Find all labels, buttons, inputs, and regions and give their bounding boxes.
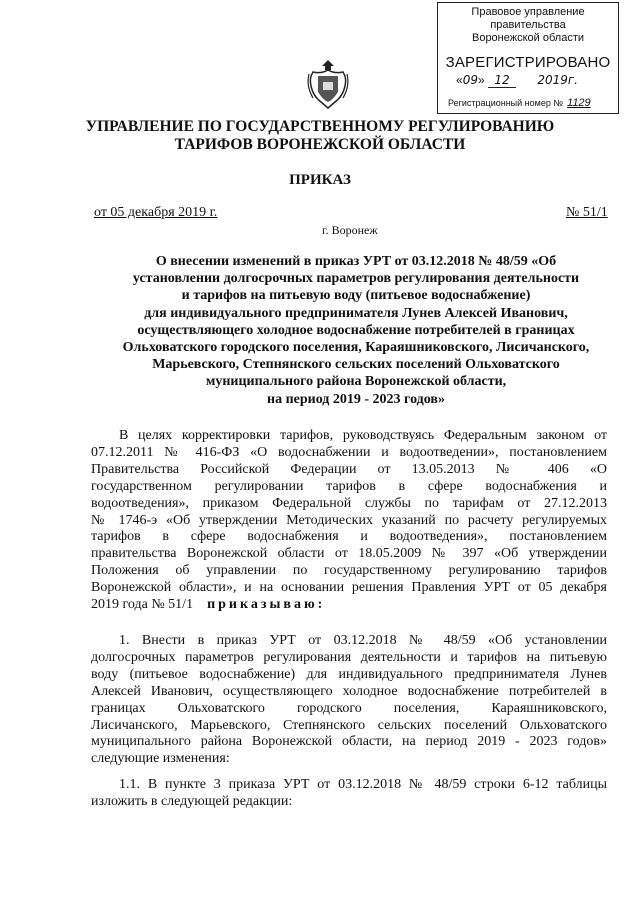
subject-line: установлении долгосрочных параметров регулирования деятельности xyxy=(132,271,580,287)
agency-title-line2: ТАРИФОВ ВОРОНЕЖСКОЙ ОБЛАСТИ xyxy=(174,136,466,153)
order-command: приказываю: xyxy=(207,597,326,613)
subject-line: на период 2019 - 2023 годов» xyxy=(267,391,445,407)
subject-line: и тарифов на питьевую воду (питьевое водоснабжение) xyxy=(181,288,531,304)
item-1-line: муниципального района Воронежской области, на период 2019 - 2023 годов» xyxy=(91,734,607,750)
stamp-date-month: 12 xyxy=(488,73,516,88)
subject-line: О внесении изменений в приказ УРТ от 03.12.2018 № 48/59 «Об xyxy=(155,254,557,269)
preamble-line: В целях корректировки тарифов, руководствуясь Федеральным законом от xyxy=(119,428,607,443)
preamble-line: Правительства Российской Федерации от 13.05.2013 № 406 «О xyxy=(91,461,607,477)
stamp-date-day: 09 xyxy=(462,73,478,87)
preamble-line: Положения об управлении по государственному регулированию тарифов xyxy=(91,563,607,579)
preamble-line: Воронежской области», и на основании решения Правления УРТ от 05 декабря xyxy=(91,580,607,596)
item-1-line: следующие изменения: xyxy=(91,751,230,767)
item-1-paragraph xyxy=(91,633,607,768)
preamble-last-line xyxy=(91,597,607,614)
preamble-line: водоотведения», приказом Федеральной службы по тарифам от 27.12.2013 xyxy=(91,495,607,511)
subject-line: муниципального района Воронежской области, xyxy=(205,374,507,390)
stamp-authority-line1: Правовое управление правительства xyxy=(471,6,585,31)
order-number: № 51/1 xyxy=(566,205,608,220)
stamp-registered-label: ЗАРЕГИСТРИРОВАНО xyxy=(445,54,611,71)
preamble-last-text: 2019 года № 51/1 xyxy=(91,597,194,613)
order-date: от 05 декабря 2019 г. xyxy=(94,205,218,220)
item-1-1-line: изложить в следующей редакции: xyxy=(91,793,293,809)
item-1-1-paragraph xyxy=(91,777,607,811)
preamble-line: тарифов в сфере водоснабжения и водоотведения», постановлением xyxy=(91,529,607,545)
document-type: ПРИКАЗ xyxy=(289,172,351,188)
preamble-line: государственном регулировании тарифов в сфере водоснабжения и xyxy=(91,478,607,494)
preamble-paragraph xyxy=(91,428,607,614)
preamble-line: № 1746-э «Об утверждении Методических указаний по расчету регулируемых xyxy=(91,512,607,528)
item-1-1-line: 1.1. В пункте 3 приказа УРТ от 03.12.2018 № 48/59 строки 6-12 таблицы xyxy=(119,777,607,792)
subject-line: Марьевского, Степнянского сельских поселений Ольховатского xyxy=(152,357,560,373)
item-1-line: воду (питьевое водоснабжение) для индивидуального предпринимателя Лунев xyxy=(91,666,607,682)
order-city: г. Воронеж xyxy=(322,223,378,237)
order-subject xyxy=(96,253,616,408)
stamp-date: «09» 12 2019г. xyxy=(456,73,578,87)
subject-line: Ольховатского городского поселения, Караяшниковского, Лисичанского, xyxy=(122,340,590,356)
subject-line: осуществляющего холодное водоснабжение потребителей в границах xyxy=(137,322,575,338)
item-1-line: долгосрочных параметров регулирования деятельности и тарифов на питьевую xyxy=(91,649,607,665)
subject-line: для индивидуального предпринимателя Лунев Алексей Иванович, xyxy=(144,305,568,321)
agency-title-line1: УПРАВЛЕНИЕ ПО ГОСУДАРСТВЕННОМУ РЕГУЛИРОВАНИЮ xyxy=(85,118,555,135)
stamp-reg-number-value: 1129 xyxy=(567,97,591,109)
coat-of-arms-icon xyxy=(305,58,351,110)
stamp-authority-line2: Воронежской области xyxy=(471,32,584,44)
stamp-date-year: 2019г. xyxy=(537,73,578,87)
preamble-line: правительства Воронежской области от 18.05.2009 № 397 «Об утверждении xyxy=(91,546,607,562)
stamp-reg-number-label: Регистрационный номер № xyxy=(448,98,564,108)
item-1-line: Алексей Иванович, осуществляющего холодное водоснабжение потребителей в xyxy=(91,683,607,699)
stamp-reg-number xyxy=(448,97,613,109)
item-1-line: границах Ольховатского городского поселения, Караяшниковского, xyxy=(91,700,607,716)
registration-stamp xyxy=(437,2,619,114)
preamble-line: 07.12.2011 № 416-ФЗ «О водоснабжении и водоотведении», постановлением xyxy=(91,444,607,460)
item-1-line: Лисичанского, Марьевского, Степнянского сельских поселений Ольховатского xyxy=(91,717,607,733)
item-1-line: 1. Внести в приказ УРТ от 03.12.2018 № 48/59 «Об установлении xyxy=(119,633,607,648)
